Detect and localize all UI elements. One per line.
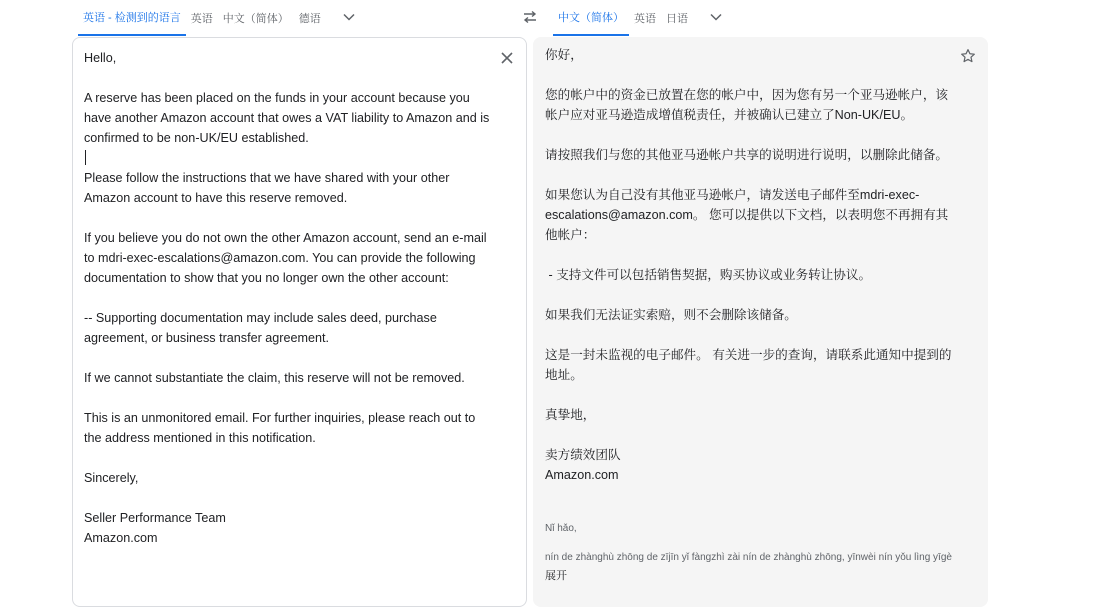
target-language-tabs xyxy=(553,0,727,36)
source-language-dropdown[interactable] xyxy=(338,7,360,29)
chevron-down-icon xyxy=(343,12,355,24)
chevron-down-icon xyxy=(710,12,722,24)
transliteration-greeting: Nǐ hǎo, xyxy=(545,523,577,534)
text-cursor xyxy=(85,150,86,165)
swap-languages-button[interactable] xyxy=(520,10,540,28)
tab-target-chinese-simplified[interactable]: 中文（简体） xyxy=(553,0,629,36)
tab-detected-english[interactable]: 英语 - 检测到的语言 xyxy=(78,0,186,36)
save-translation-button[interactable] xyxy=(957,47,979,69)
target-language-dropdown[interactable] xyxy=(705,7,727,29)
expand-transliteration-link[interactable]: 展开 xyxy=(545,570,567,582)
tab-source-chinese-simplified[interactable]: 中文（简体） xyxy=(222,13,289,25)
translated-text: 你好， 您的帐户中的资金已放置在您的帐户中，因为您有另一个亚马逊帐户，该帐户应对亚马逊造成增值税责任，并被确认已建立了Non-UK/EU。 请按照我们与您的其他亚马逊帐户共享的说明进行说明，以删除此储备。 如果您认为自己没有其他亚马逊帐户，请发送电子邮件至mdri-exec-escalations@amazon.com。 您可以提供以下文档，以表明您不再拥有其他帐户： - 支持文件可以包括销售契据，购买协议或业务转让协议。 如果我们无法证实索赔，则不会删除该储备。 这是一封未监视的电子邮件。 有关进一步的查询，请联系此通知中提到的地址。 真挚地， 卖方绩效团队 Amazon.com xyxy=(545,48,952,482)
source-language-tabs xyxy=(78,0,360,36)
transliteration-text: nín de zhànghù zhōng de zījīn yǐ fàngzhì zài nín de zhànghù zhōng, yīnwèi nín yǒu lìng yīgè xyxy=(545,552,952,563)
tab-target-japanese[interactable]: 日语 xyxy=(666,13,688,25)
tab-source-german[interactable]: 德语 xyxy=(298,13,321,25)
translation-panel xyxy=(533,37,988,607)
swap-icon xyxy=(522,10,538,29)
tab-target-english[interactable]: 英语 xyxy=(634,13,656,25)
source-text-panel[interactable] xyxy=(72,37,527,607)
close-icon xyxy=(501,51,513,69)
tab-source-english[interactable]: 英语 xyxy=(190,13,213,25)
source-textarea[interactable]: Hello, A reserve has been placed on the funds in your account because you have another Amazon account that owes a VAT liability to Amazon and is confirmed to be non-UK/EU established. Please follow the instructions that we have shared with your other Amazon account to have this reserve removed. If you believe you do not own the other Amazon account, send an e-mail to mdri-exec-escalations@amazon.com. You can provide the following documentation to show that you no longer own the other account: -- Supporting documentation may include sales deed, purchase agreement, or business transfer agreement. If we cannot substantiate the claim, this reserve will not be removed. This is an unmonitored email. For further inquiries, please reach out to the address mentioned in this notification. Sincerely, Seller Performance Team Amazon.com xyxy=(84,51,490,545)
clear-source-button[interactable] xyxy=(497,50,517,70)
star-icon xyxy=(960,48,976,69)
